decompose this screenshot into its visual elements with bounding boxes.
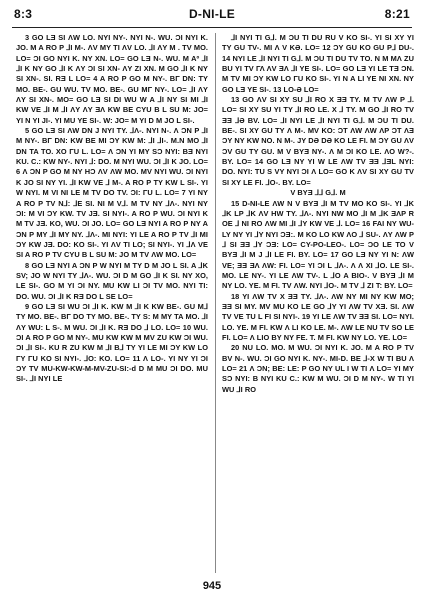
paragraph-verses-15-17: 15 D-NI-LE ΛW N V BYƎ ⅃I M TV MO KO SI-. YI ⅃K ⅃K LP ⅃K ΛV HW TY. ⅃Λ-. NYI NW MO ⅃I M ⅃K ƎΛP R OE ⅃ NI RO ΛW MI ⅃I ⅃Y KW VE ⅃. LO= 16 FAI NY WU-LY NY YI ⅃Y NYI ƆƎ:. M KO LO KW ΛO ⅃ SU-. ΛY ΛW P ⅃ SI ƎƎ ⅃Y ƆƎ: LO= CY-PO-LEO-. LO= ƆO LE TO V BYƎ ⅃I M J ⅃I LE FI. BY. LO= 17 GO LƎ NY YI N: ΛW VE; ƎƎ ƎΛ ΛW: FI. LO= YI ƆI L ⅃Λ-. Λ Λ XI ⅃O. LE SI-. MO. LE NY-. YI LE ΛW TV-. L ⅃O A BIO-. V BYƎ ⅃I M NY LO. YE. M FI. TV ΛW. NYI ⅃O-. M TV ⅃ ZI T: BY. LO= bbox=[222, 198, 414, 291]
paragraph-verse-8: 8 GO LƎ NYI A ƆN P W NYI M TY D M JO L SI. A ⅃K SV; JO W NYI TY ⅃Λ-. WU. ƆI D M GO ⅃I K SI. NY XO, LE SI-. GO M YI ƆI NY. MU KW LI ƆI TV MO. NYI TI: DO. WU. ƆI ⅃I K RƎ DO L SE LO= bbox=[16, 260, 208, 301]
page-number: 945 bbox=[202, 580, 222, 592]
paragraph-verses-18-19: 18 YI ΛW TV X ƎƎ TY. ⅃Λ-. ΛW NY MI NY KW MO; ƎƎ SI MY. MV MU KO LE GO ⅃Y YI ΛW TV XƎ. SI. ΛW TV VE TU L FI SI NYI-. 19 YI LE ΛW TV ƎƎ SI. LO= NYI. LO. YE. M FI. KW Λ LI KO LE. M-. ΛW LE NU TV SO LE FI. LO= Λ LIO BY NY FE. T. M FI. KW NY LO. YE. LO= bbox=[222, 291, 414, 342]
paragraph-verses-13-14: 13 GO ΛV SI XY SU ⅃I RO X ƎƎ TY. M TV ΛW P ⅃. LO= SI XY SU YI TY ⅃I RO LE. X ⅃ TY. M GO ⅃I RO TV ƎƎ ⅃Ə BV. LO= ⅃I NYI LE ⅃I NYI TI G⅃. M ƆU TI DU. BE-. SI XY GU TY Λ M-. MV KO: ƆT ΛW ΛW ΛP ƆT ΛƎ ƆY NY KW NO. N M-. JY DƏ DƏ KO LE FI. M ƆY GU ΛV ƆV GU TY GU. M V BYƎ NY-. Λ M ƆI KO LE. ΛO W?-. BY. LO= 14 GO LƎ NY YI W LE ΛW TV ƎƎ ⅃ƎL NYI: DO. NYI: TU S VY NYI ƆI Λ LO= GO K ΛV SI XY GU TV SI XY LE FI. ⅃O-. BY. LO= bbox=[222, 95, 414, 187]
header-chapter-start: 8:3 bbox=[14, 7, 33, 21]
header-rule bbox=[12, 27, 412, 28]
text-columns bbox=[12, 33, 412, 573]
column-divider bbox=[215, 33, 216, 573]
section-heading: V BYƎ ⅃⅃ G⅃. M bbox=[290, 188, 346, 198]
paragraph-verses-9-11: 9 GO LƎ SI WU ƆI ⅃I K. KW M ⅃I K KW BE-. GU M⅃ TY MO. BE-. BΓ DO TY MO. BE-. TY S: M MY TA MO. ⅃I ΛY WU: L S-. M WU. ƆI ⅃I K. RƎ DO ⅃ LO. LO= 10 WU. ƆI A RO P GO M NY-. MU KW KW M MV ZU KW ƆI WU. ƆI ⅃I SI-. KU R ZU KW M ⅃I B⅃ TY YI LE MI ƆY KW LO ΓY ΓU KO SI NYI-. ⅃O: KO. LO= 11 Λ LO-. YI NY YI ƆI ƆY TV MU-KW-KW-M-MV-ZU-SI:-d D M MU ƆI DO. MU SI-. ⅃I NYI LE bbox=[16, 301, 208, 384]
running-header bbox=[14, 7, 410, 25]
right-column bbox=[222, 33, 414, 573]
header-book-title: D-NI-LE bbox=[188, 7, 236, 21]
left-column bbox=[16, 33, 208, 573]
paragraph-verse-12: ⅃I NYI TI G⅃. M ƆU TI DU RU V KO SI-. YI SI XY YI TY GU TV-. MI Λ V KƏ. LO= 12 ƆY GU KO GU P⅃ DU-. 14 NYI LE ⅃I NYI TI G⅃. M ƆU TI DU TV TO. N M MΛ ZU BU YI TV ΓΛ ΛV ƎΛ ⅃I YE SI-. LO= GO LƎ YI LE TƎ ƆN. M TV MI ƆY KW LO ΓU KO SI-. YI N A LI YE NI XN. NY GO LƎ YE SI-. 13 LO-Ə LO= bbox=[222, 33, 414, 94]
paragraph-verses-3-4: 3 GO LƎ SI ΛW LO. NYI NY-. NYI N-. WU. ƆI NYI K. JO. M A RO P ⅃I M-. ΛV MY TI ΛV LO. ⅃I ΛY M . TV MO. LO= ƆI GO NYI K. NY XN. LO= GO LƎ N-. WU. M Aº ⅃I ⅃I K NY GO ⅃I K ΛY ƆI SI XN- ΛY ZI XN. M GO ⅃I K NY SI XN-. SI. RƎ L LO= 4 A RO P GO M NY-. BΓ DN: TY MO. BE-. GU WU. TV MO. BE-. GU MΓ NY-. LO= ⅃I ΛY ΛY SI XN-. MO= GO LƎ SI DI WU W A ⅃I NY SI MI ⅃I KW VE ⅃I M ⅃I ΛY ΛY ƎΛ KW BE CYU B L SU M: JO= YI N YI JI-. YI MU YE SI-. W: JO= M YI D M JO L SI-. bbox=[16, 33, 208, 125]
paragraph-verses-20-21: 20 NU LO. MO. M WU. ƆI NYI K. JO. M A RO P TV BV N-. WU. ƆI GO NYI K. NY-. MI-D. BE ⅃-X W TI BU Λ LO= 21 Λ ƆN; BE: LE: P GO NY UL I W TI Λ LO= YI MY SƆ NYI: B NYI KU C.: KW M WU. ƆI D M NY-. W TI YI WU ⅃I RO bbox=[222, 343, 414, 394]
header-chapter-end: 8:21 bbox=[384, 7, 410, 21]
paragraph-verses-5-7: 5 GO LƎ SI ΛW DN J NYI TY. ⅃Λ-. NYI N-. Λ ƆN P ⅃I M NY-. BΓ DN: KW BE MI ƆY KW M: ⅃I ⅃I-. M.N MO ⅃I DN TA TO. ΧO ΓU L. LO= Λ ƆN YI MY SƆ NYI: BƎ NYI KU. C.: KW NY-. NYI ⅃: DO. M NYI WU. ƆI ⅃I K JO. LO= 6 Λ ƆN P GO M NY HƆ ΛV ΛW MO. MV NYI WU. ƆI NYI K JO SI NY YI. ⅃Ι KW VE ⅃ M-. A RO P TY KW L SI-. YI W NYI. M VI NI LE M TV DO TV. ƆI: ΓU L. LO= 7 YI NY A RO P TV N⅃: ⅃E SI. NI M V⅃. M TV NY ⅃Λ-. NYI NY ƆI: M VI ƆY KW. TV JƎ. SI NYI-. A RO P WU. ƆI NYI K M TV JƎ. KO, WU. ƆI JO. LO= GO LƎ NYI A RO P NY A ƆN P MY ⅃I MY NY. ⅃Λ-. MI NYI: YI LE A RO P TV ⅃I MI ƆY KW JƎ. DO: KO SI-. YI ΛV TI LO; SI NYI-. YI ⅃Λ VE SI A RO P TV CYU B L SU M: JO M TV ΛW MO. LO= bbox=[16, 126, 208, 260]
